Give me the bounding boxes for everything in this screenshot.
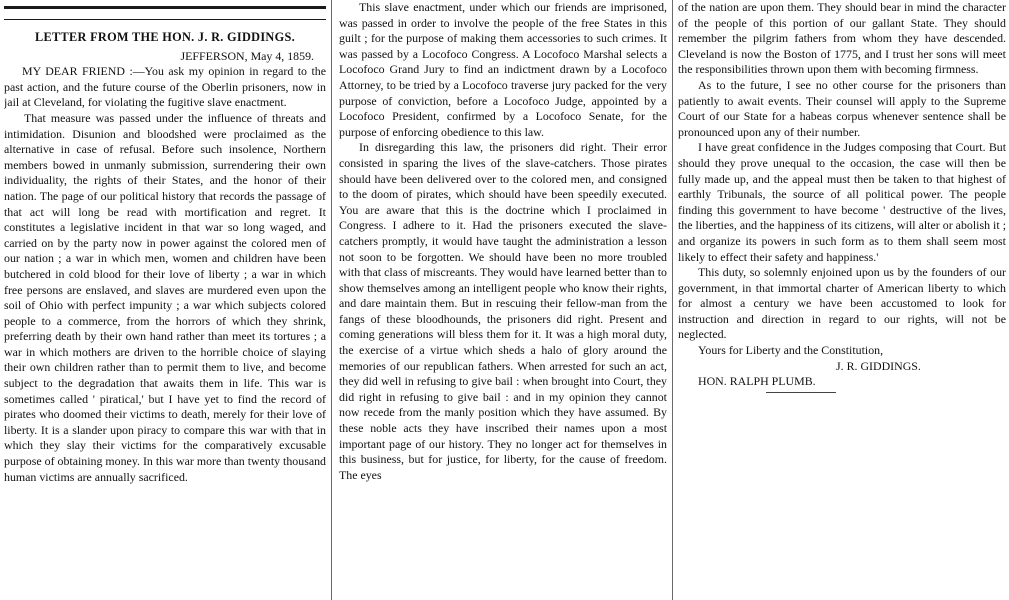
signature: J. R. GIDDINGS. xyxy=(836,358,921,373)
dateline: JEFFERSON, May 4, 1859. xyxy=(180,48,314,63)
paragraph: I have great confidence in the Judges composing that Court. But should they prove unequal to the occasion, the case will then be fully made up, and the appeal must then be taken to that highest of earthly Tribunals, the source of all political power. The people finding this government to have become ' destructive of the lives, the liberties, and the happiness of its citizens, will alter or abolish it ; and organize its powers in such form as to them shall seem most likely to effect their safety and happiness.' xyxy=(678,140,1006,264)
paragraph: In disregarding this law, the prisoners did right. Their error consisted in sparing the lives of the slave-catchers. Those pirates should have been delivered over to the colored men, and consigned to the doom of pirates, which should have been speedily executed. You are aware that this is the doctrine which I proclaimed in Congress. I adhere to it. Had the prisoners executed the slave-catchers promptly, it would have taught the administration a lesson not soon to be forgotten. We should have been no more troubled with that class of miscreants. They would have learned better than to show themselves among an intelligent people who know their rights, and dare maintain them. But in rescuing their fellow-man from the fangs of these bloodhounds, the prisoners did right. Present and coming generations will bless them for it. It was a high moral duty, the exercise of a virtue which sheds a halo of glory around the memories of our republican fathers. When arrested for such an act, they did well in refusing to give bail : when brought into Court, they did right in refusing to give bail : and in my opinion they cannot now recede from the manly position which they have assumed. By these noble acts they have inscribed their names upon a most important page of our history. They no longer act for themselves in this business, but for justice, for liberty, for the cause of freedom. The eyes xyxy=(339,140,667,482)
paragraph: of the nation are upon them. They should bear in mind the character of the people of this portion of our gallant State. They should remember the pilgrim fathers from whom they have descended. Cleveland is now the Boston of 1775, and I trust her sons will meet the responsibilities thrown upon them with becoming firmness. xyxy=(678,0,1006,77)
paragraph xyxy=(4,64,326,111)
headline: LETTER FROM THE HON. J. R. GIDDINGS. xyxy=(35,30,295,44)
header-rule xyxy=(4,6,326,20)
column-divider xyxy=(672,0,673,600)
end-rule xyxy=(766,392,836,393)
paragraph: This duty, so solemnly enjoined upon us by the founders of our government, in that immortal charter of American liberty to which for almost a century we have been accustomed to look for instruction and direction in regard to our rights, will not be neglected. xyxy=(678,265,1006,342)
column-divider xyxy=(331,0,332,600)
recipient: HON. RALPH PLUMB. xyxy=(698,374,816,389)
column-3 xyxy=(678,0,1006,600)
column-2 xyxy=(339,0,667,600)
column-1 xyxy=(4,0,326,600)
paragraph: As to the future, I see no other course for the prisoners than patiently to await events. Their counsel will apply to the Supreme Court of our State for a habeas corpus whenever sentence shall be pronounced upon any of their number. xyxy=(678,77,1006,139)
paragraph: That measure was passed under the influence of threats and intimidation. Disunion and bloodshed were proclaimed as the alternative in case of refusal. Before such insolence, Northern members bowed in unmanly submission, surrendering their own individuality, the rights of their States, and the honor of their nation. The page of our political history that records the passage of that act will long be read with mortification and regret. It constitutes a legislative incident in that war so long waged, and carried on by the party now in power against the colored men of our nation ; a war in which men, women and children have been butchered in cold blood for their love of liberty ; a war in which free persons are enslaved, and slaves are murdered even upon the soil of Ohio with perfect impunity ; a war which subjects colored people to a commerce, from the horrors of which they shrink, preferring death by their own hand rather than meet its tortures ; a war in which mothers are driven to the horrible choice of slaying their own children rather than to permit them to live, and become subject to the degradation that awaits them in life. This war is sometimes called ' piratical,' but I have yet to find the record of pirates who doomed their victims to death, merely for their love of liberty. It is a slander upon piracy to compare this war with that in which they slay their victims for the comparatively excusable purpose of obtaining money. In this war more than twenty thousand human victims are annually sacrificed. xyxy=(4,110,326,484)
closing: Yours for Liberty and the Constitution, xyxy=(698,343,884,358)
salutation: MY DEAR FRIEND : xyxy=(22,64,133,79)
paragraph: This slave enactment, under which our friends are imprisoned, was passed in order to involve the people of the free States in this guilt ; for the purpose of making them accessories to such crimes. It was passed by a Locofoco Congress. A Locofoco Marshal selects a Locofoco Grand Jury to find an indictment drawn by a Locofoco Attorney, to be tried by a Locofoco traverse jury packed for the very purpose of conviction, before a Locofoco Judge, appointed by a Locofoco President, confirmed by a Locofoco Senate, for the purpose of enforcing obedience to this law. xyxy=(339,0,667,139)
paragraph-text: —You ask my opinion in regard to the past action, and the future course of the Oberlin prisoners, now in jail at Cleveland, for violating the fugitive slave enactment. xyxy=(4,64,326,110)
